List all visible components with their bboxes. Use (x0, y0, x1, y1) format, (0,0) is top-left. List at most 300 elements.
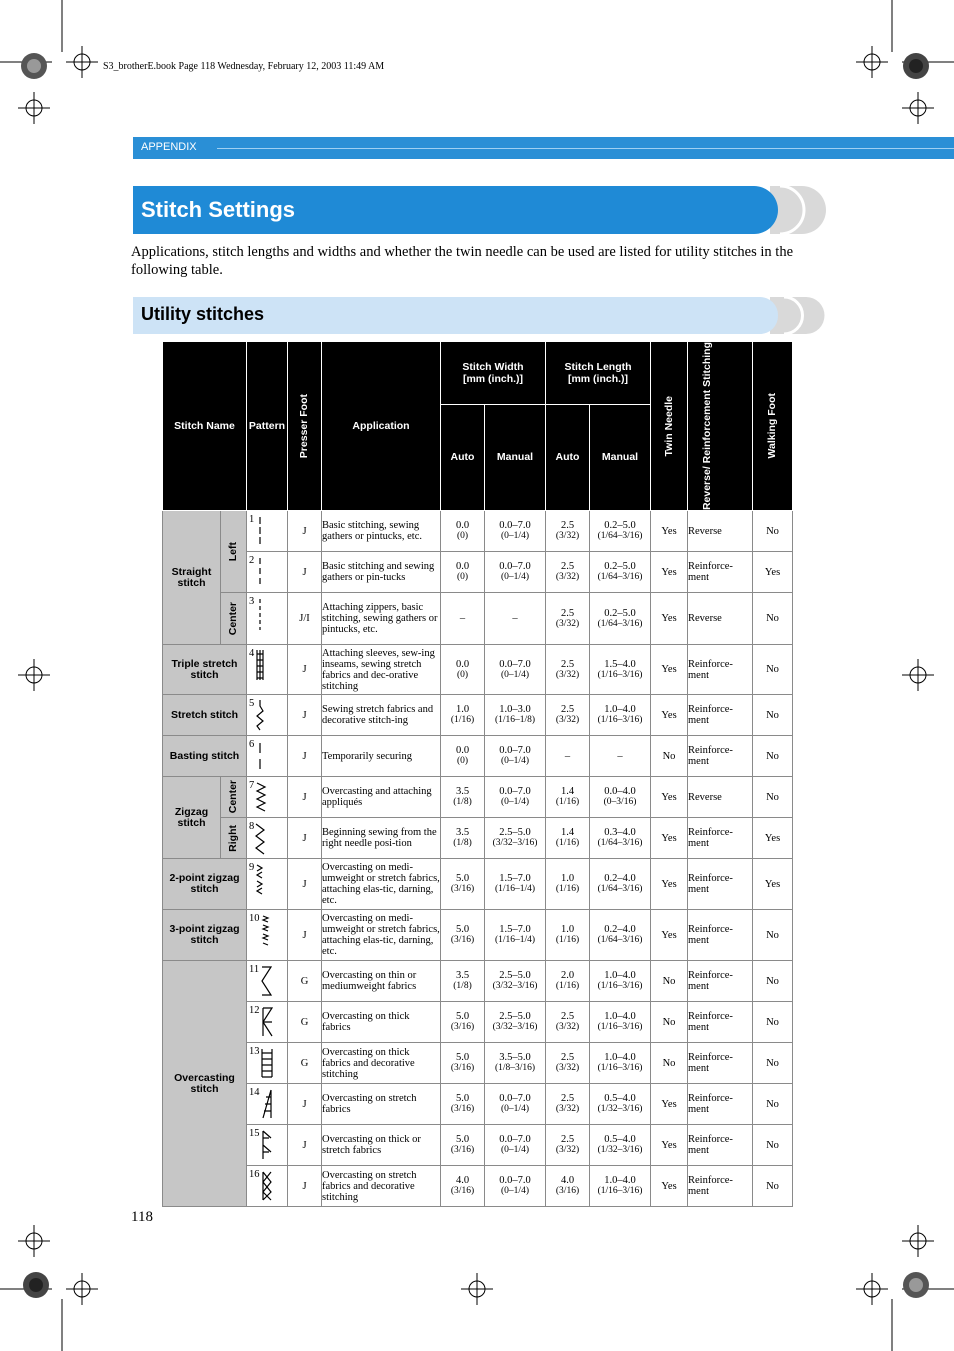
length-manual-inch: (1/16–3/16) (597, 1022, 643, 1033)
header-stitch-length (546, 342, 651, 405)
length-manual-mm: – (617, 750, 623, 762)
width-manual-mm: 2.5–5.0 (499, 1011, 531, 1023)
width-auto-mm: 4.0 (455, 1175, 470, 1187)
length-auto-inch: (1/16) (555, 981, 580, 992)
length-auto-inch: (3/32) (555, 1145, 580, 1156)
page-title: Stitch Settings (141, 197, 296, 222)
length-manual (590, 1125, 651, 1166)
presser-foot-cell: G (288, 1043, 322, 1084)
length-auto (546, 1166, 590, 1207)
presser-foot-cell: J (288, 818, 322, 859)
width-auto (441, 961, 485, 1002)
walking-foot-cell: No (753, 593, 793, 645)
stitch-name-cell: Triple stretch stitch (163, 645, 247, 695)
walking-foot-cell: No (753, 910, 793, 961)
width-auto-inch: (0) (456, 531, 469, 542)
length-auto (546, 859, 590, 910)
presser-foot-cell: J (288, 859, 322, 910)
stitch-pattern-icon (254, 514, 269, 549)
pattern-cell (247, 859, 288, 910)
width-manual-inch: (1/8–3/16) (494, 1063, 536, 1074)
stitch-pattern-icon (260, 913, 275, 948)
walking-foot-cell: No (753, 961, 793, 1002)
length-auto-mm: 1.4 (560, 786, 575, 798)
walking-foot-cell: No (753, 695, 793, 736)
pattern-number: 5 (249, 698, 255, 710)
width-auto (441, 1125, 485, 1166)
width-auto-inch: (0) (456, 572, 469, 583)
length-auto-inch: (3/32) (555, 1104, 580, 1115)
stitch-pattern-icon (260, 1087, 275, 1122)
length-manual (590, 961, 651, 1002)
table-row (163, 645, 793, 695)
length-auto-inch: (3/32) (555, 715, 580, 726)
needle-position-cell (221, 777, 247, 818)
stitch-pattern-icon (254, 698, 269, 733)
twin-needle-cell: No (651, 961, 688, 1002)
width-auto-inch: (3/16) (450, 1186, 475, 1197)
twin-needle-cell: Yes (651, 593, 688, 645)
width-manual-mm: 0.0–7.0 (499, 745, 531, 757)
width-auto-inch: (1/8) (453, 838, 472, 849)
needle-position-label: Left (227, 541, 239, 562)
width-auto-inch: (3/16) (450, 884, 475, 895)
width-manual-mm: 1.0–3.0 (499, 704, 531, 716)
width-auto-inch: (3/16) (450, 1104, 475, 1115)
length-manual-mm: 0.0–4.0 (604, 786, 636, 798)
pattern-cell (247, 777, 288, 818)
length-manual-mm: 0.5–4.0 (604, 1093, 636, 1105)
width-manual (485, 910, 546, 961)
reverse-reinforcement-cell: Reinforce-ment (688, 1084, 753, 1125)
header-width-manual: Manual (485, 404, 546, 510)
width-manual-inch: (3/32–3/16) (492, 838, 538, 849)
length-auto-inch: (3/16) (555, 1186, 580, 1197)
width-auto-mm: 0.0 (455, 658, 470, 670)
walking-foot-cell: No (753, 511, 793, 552)
pattern-cell (247, 695, 288, 736)
header-application: Application (322, 342, 441, 511)
length-manual (590, 593, 651, 645)
needle-position-label: Center (227, 780, 239, 814)
width-manual-inch: (1/16–1/8) (494, 715, 536, 726)
length-auto-mm: 2.5 (560, 561, 575, 573)
length-manual-mm: 1.5–4.0 (604, 658, 636, 670)
length-manual-inch: (1/16–3/16) (597, 1186, 643, 1197)
twin-needle-cell: Yes (651, 511, 688, 552)
width-manual-mm: 2.5–5.0 (499, 970, 531, 982)
length-auto-inch: (3/32) (555, 1063, 580, 1074)
application-cell: Overcasting and attaching appliqués (322, 777, 441, 818)
section-rule (217, 148, 954, 149)
pattern-number: 15 (249, 1128, 260, 1140)
length-manual-mm: 0.2–4.0 (604, 924, 636, 936)
length-auto (546, 910, 590, 961)
width-manual-mm: 0.0–7.0 (499, 520, 531, 532)
width-auto-mm: 5.0 (455, 924, 470, 936)
reverse-reinforcement-cell: Reinforce-ment (688, 859, 753, 910)
width-auto (441, 552, 485, 593)
stitch-name-cell: Stretch stitch (163, 695, 247, 736)
header-length-unit: [mm (inch.)] (567, 372, 629, 385)
width-manual-mm: 0.0–7.0 (499, 1134, 531, 1146)
width-manual (485, 511, 546, 552)
width-auto-mm: 3.5 (455, 827, 470, 839)
reverse-reinforcement-cell: Reinforce-ment (688, 552, 753, 593)
presser-foot-cell: J (288, 645, 322, 695)
width-auto (441, 910, 485, 961)
header-stitch-width (441, 342, 546, 405)
width-auto-mm: 3.5 (455, 970, 470, 982)
twin-needle-cell: No (651, 1002, 688, 1043)
stitch-pattern-icon (254, 862, 269, 897)
width-manual-mm: – (512, 613, 518, 625)
pattern-cell (247, 1084, 288, 1125)
presser-foot-cell: G (288, 1002, 322, 1043)
width-auto (441, 1002, 485, 1043)
stitch-pattern-icon (254, 596, 269, 631)
length-manual (590, 859, 651, 910)
subtitle-tab-decoration (770, 297, 826, 334)
length-auto-mm: 2.5 (560, 607, 575, 619)
reverse-reinforcement-cell: Reinforce-ment (688, 1002, 753, 1043)
table-row (163, 1084, 793, 1125)
subtitle-bar (133, 297, 778, 334)
presser-foot-cell: J/I (288, 593, 322, 645)
length-auto-mm: 1.0 (560, 873, 575, 885)
twin-needle-cell: No (651, 1043, 688, 1084)
width-manual-inch: (0–1/4) (501, 572, 529, 583)
length-auto (546, 1002, 590, 1043)
header-stitch-width-text: Stitch Width (462, 360, 524, 373)
width-manual-inch: (3/32–3/16) (492, 1022, 538, 1033)
header-twin-needle (651, 342, 688, 511)
walking-foot-cell: Yes (753, 818, 793, 859)
length-manual-mm: 0.5–4.0 (604, 1134, 636, 1146)
length-auto-mm: 4.0 (560, 1175, 575, 1187)
title-tab-decoration (770, 186, 826, 234)
length-manual (590, 1043, 651, 1084)
twin-needle-cell: Yes (651, 1084, 688, 1125)
length-manual-mm: 0.3–4.0 (604, 827, 636, 839)
header-presser-foot-text: Presser Foot (298, 393, 310, 459)
length-manual-inch: (1/32–3/16) (597, 1104, 643, 1115)
length-manual-mm: 1.0–4.0 (604, 1011, 636, 1023)
length-auto-inch: (1/16) (555, 884, 580, 895)
walking-foot-cell: No (753, 1043, 793, 1084)
header-reverse (688, 342, 753, 511)
section-header-bar (133, 137, 954, 159)
length-manual-inch: (1/16–3/16) (597, 981, 643, 992)
width-auto-inch: (1/8) (453, 797, 472, 808)
width-auto (441, 736, 485, 777)
file-note: S3_brotherE.book Page 118 Wednesday, February 12, 2003 11:49 AM (103, 61, 385, 72)
width-auto-inch: (1/16) (450, 715, 475, 726)
reverse-reinforcement-cell: Reverse (688, 593, 753, 645)
length-auto (546, 961, 590, 1002)
pattern-number: 11 (249, 964, 260, 976)
length-auto-mm: – (564, 750, 571, 762)
length-auto (546, 1043, 590, 1084)
table-row (163, 511, 793, 552)
length-manual (590, 818, 651, 859)
width-auto (441, 1166, 485, 1207)
presser-foot-cell: J (288, 552, 322, 593)
intro-paragraph: Applications, stitch lengths and widths and whether the twin needle can be used are listed for utility stitches in the following table. (131, 244, 794, 278)
width-auto-mm: 5.0 (455, 873, 470, 885)
width-manual-inch: (0–1/4) (501, 756, 529, 767)
length-auto-mm: 1.0 (560, 924, 575, 936)
twin-needle-cell: Yes (651, 645, 688, 695)
width-manual (485, 777, 546, 818)
application-cell: Overcasting on thin or mediumweight fabrics (322, 961, 441, 1002)
stitch-pattern-icon (254, 648, 269, 683)
header-length-auto: Auto (546, 404, 590, 510)
length-manual (590, 1166, 651, 1207)
width-auto-inch: (3/16) (450, 1063, 475, 1074)
length-auto-inch: (1/16) (555, 935, 580, 946)
width-auto-mm: 5.0 (455, 1093, 470, 1105)
application-cell: Overcasting on thick fabrics (322, 1002, 441, 1043)
width-manual-inch: (0–1/4) (501, 1145, 529, 1156)
reverse-reinforcement-cell: Reinforce-ment (688, 1125, 753, 1166)
length-auto (546, 1125, 590, 1166)
reverse-reinforcement-cell: Reinforce-ment (688, 910, 753, 961)
stitch-name-cell: Overcasting stitch (163, 961, 247, 1207)
header-width-unit: [mm (inch.)] (462, 372, 524, 385)
width-auto-inch: (0) (456, 756, 469, 767)
length-auto (546, 736, 590, 777)
length-manual-inch: (1/64–3/16) (597, 935, 643, 946)
reverse-reinforcement-cell: Reinforce-ment (688, 1043, 753, 1084)
presser-foot-cell: J (288, 511, 322, 552)
pattern-cell (247, 593, 288, 645)
length-auto-inch: (1/16) (555, 838, 580, 849)
twin-needle-cell: Yes (651, 1125, 688, 1166)
header-walking-foot (753, 342, 793, 511)
reverse-reinforcement-cell: Reinforce-ment (688, 818, 753, 859)
stitch-pattern-icon (254, 821, 269, 856)
length-manual-inch: (1/64–3/16) (597, 884, 643, 895)
application-cell: Overcasting on thick fabrics and decorative stitching (322, 1043, 441, 1084)
walking-foot-cell: No (753, 777, 793, 818)
width-auto-mm: 5.0 (455, 1134, 470, 1146)
pattern-cell (247, 910, 288, 961)
length-manual-mm: 0.2–5.0 (604, 520, 636, 532)
table-row (163, 1002, 793, 1043)
pattern-number: 2 (249, 555, 255, 567)
application-cell: Temporarily securing (322, 736, 441, 777)
width-auto-mm: 0.0 (455, 745, 470, 757)
presser-foot-cell: J (288, 695, 322, 736)
length-manual (590, 552, 651, 593)
length-auto-mm: 2.5 (560, 1011, 575, 1023)
pattern-cell (247, 552, 288, 593)
width-auto (441, 645, 485, 695)
width-auto-inch: (0) (456, 669, 469, 680)
length-manual-inch: (1/16–3/16) (597, 1063, 643, 1074)
width-auto (441, 818, 485, 859)
header-reverse-text: Reverse/ Reinforcement Stitching (701, 342, 714, 511)
header-stitch-name: Stitch Name (163, 342, 247, 511)
header-length-manual: Manual (590, 404, 651, 510)
stitch-name-cell: Zigzag stitch (163, 777, 221, 859)
application-cell: Overcasting on thick or stretch fabrics (322, 1125, 441, 1166)
walking-foot-cell: No (753, 1084, 793, 1125)
reverse-reinforcement-cell: Reinforce-ment (688, 961, 753, 1002)
length-manual-mm: 1.0–4.0 (604, 1175, 636, 1187)
pattern-number: 4 (249, 648, 255, 660)
length-manual-mm: 0.2–4.0 (604, 873, 636, 885)
table-row (163, 736, 793, 777)
width-manual-inch: (0–1/4) (501, 531, 529, 542)
width-auto-inch: (1/8) (453, 981, 472, 992)
length-manual-mm: 1.0–4.0 (604, 1052, 636, 1064)
width-auto-mm: 5.0 (455, 1011, 470, 1023)
length-auto (546, 645, 590, 695)
width-manual (485, 593, 546, 645)
application-cell: Overcasting on stretch fabrics and decorative stitching (322, 1166, 441, 1207)
stitch-settings-table (162, 341, 793, 1207)
needle-position-cell (221, 511, 247, 593)
pattern-cell (247, 511, 288, 552)
width-manual-mm: 0.0–7.0 (499, 1093, 531, 1105)
length-manual (590, 777, 651, 818)
width-manual-mm: 1.5–7.0 (499, 873, 531, 885)
length-manual-inch: (1/64–3/16) (597, 838, 643, 849)
page-number: 118 (131, 1209, 153, 1225)
length-auto (546, 593, 590, 645)
width-auto-mm: – (459, 613, 466, 625)
width-auto-mm: 5.0 (455, 1052, 470, 1064)
stitch-name-cell: 2-point zigzag stitch (163, 859, 247, 910)
walking-foot-cell: Yes (753, 859, 793, 910)
length-manual-mm: 0.2–5.0 (604, 561, 636, 573)
length-manual-inch: (1/16–3/16) (597, 669, 643, 680)
stitch-pattern-icon (260, 1046, 275, 1081)
length-manual-inch: (0–3/16) (603, 797, 637, 808)
section-label: APPENDIX (141, 141, 197, 153)
width-manual (485, 736, 546, 777)
needle-position-cell (221, 818, 247, 859)
length-auto-mm: 2.5 (560, 704, 575, 716)
width-auto (441, 859, 485, 910)
length-manual (590, 1002, 651, 1043)
pattern-number: 6 (249, 739, 255, 751)
stitch-name-cell: Basting stitch (163, 736, 247, 777)
twin-needle-cell: Yes (651, 859, 688, 910)
length-manual-mm: 1.0–4.0 (604, 970, 636, 982)
width-manual-mm: 1.5–7.0 (499, 924, 531, 936)
width-manual (485, 1166, 546, 1207)
pattern-number: 14 (249, 1087, 260, 1099)
presser-foot-cell: J (288, 1084, 322, 1125)
pattern-number: 7 (249, 780, 255, 792)
needle-position-label: Right (227, 824, 239, 852)
pattern-cell (247, 961, 288, 1002)
table-row (163, 593, 793, 645)
width-manual-inch: (1/16–1/4) (494, 935, 536, 946)
stitch-pattern-icon (260, 1169, 275, 1204)
width-auto (441, 511, 485, 552)
width-auto (441, 777, 485, 818)
length-auto-mm: 2.5 (560, 1134, 575, 1146)
reverse-reinforcement-cell: Reinforce-ment (688, 736, 753, 777)
reverse-reinforcement-cell: Reinforce-ment (688, 695, 753, 736)
header-presser-foot (288, 342, 322, 511)
width-manual-inch: (0–1/4) (501, 669, 529, 680)
width-auto-inch: (3/16) (450, 1022, 475, 1033)
table-row (163, 910, 793, 961)
table-row (163, 1043, 793, 1084)
length-manual (590, 695, 651, 736)
stitch-pattern-icon (254, 555, 269, 590)
length-auto (546, 777, 590, 818)
walking-foot-cell: No (753, 1002, 793, 1043)
length-auto (546, 695, 590, 736)
length-auto (546, 818, 590, 859)
header-pattern: Pattern (247, 342, 288, 511)
table-row (163, 695, 793, 736)
length-auto-mm: 2.5 (560, 520, 575, 532)
pattern-number: 10 (249, 913, 260, 925)
width-auto (441, 593, 485, 645)
needle-position-cell (221, 593, 247, 645)
reverse-reinforcement-cell: Reinforce-ment (688, 645, 753, 695)
length-auto-inch: (3/32) (555, 1022, 580, 1033)
table-row (163, 1166, 793, 1207)
section-subtitle: Utility stitches (141, 304, 265, 324)
pattern-cell (247, 1043, 288, 1084)
width-manual-inch: (3/32–3/16) (492, 981, 538, 992)
length-manual-mm: 1.0–4.0 (604, 704, 636, 716)
application-cell: Basic stitching and sewing gathers or pin-tucks (322, 552, 441, 593)
length-auto-inch: (3/32) (555, 572, 580, 583)
width-manual (485, 1002, 546, 1043)
length-manual (590, 511, 651, 552)
header-stitch-length-text: Stitch Length (564, 360, 632, 373)
application-cell: Sewing stretch fabrics and decorative stitch-ing (322, 695, 441, 736)
table-row (163, 1125, 793, 1166)
reverse-reinforcement-cell: Reinforce-ment (688, 1166, 753, 1207)
needle-position-label: Center (227, 601, 239, 636)
width-manual (485, 1084, 546, 1125)
application-cell: Basic stitching, sewing gathers or pintucks, etc. (322, 511, 441, 552)
twin-needle-cell: Yes (651, 552, 688, 593)
walking-foot-cell: No (753, 736, 793, 777)
pattern-number: 16 (249, 1169, 260, 1181)
width-auto-inch: (3/16) (450, 1145, 475, 1156)
application-cell: Overcasting on stretch fabrics (322, 1084, 441, 1125)
width-manual-mm: 0.0–7.0 (499, 786, 531, 798)
length-auto-mm: 2.0 (560, 970, 575, 982)
pattern-number: 3 (249, 596, 255, 608)
presser-foot-cell: J (288, 736, 322, 777)
presser-foot-cell: J (288, 1166, 322, 1207)
width-manual (485, 818, 546, 859)
pattern-number: 13 (249, 1046, 260, 1058)
width-auto-mm: 3.5 (455, 786, 470, 798)
header-width-auto: Auto (441, 404, 485, 510)
stitch-name-cell: Straight stitch (163, 511, 221, 645)
pattern-cell (247, 1002, 288, 1043)
width-manual-mm: 2.5–5.0 (499, 827, 531, 839)
length-auto-mm: 2.5 (560, 1052, 575, 1064)
width-manual-mm: 0.0–7.0 (499, 561, 531, 573)
table-row (163, 777, 793, 818)
length-auto (546, 552, 590, 593)
application-cell: Overcasting on medi-umweight or stretch fabrics, attaching elas-tic, darning, etc. (322, 859, 441, 910)
